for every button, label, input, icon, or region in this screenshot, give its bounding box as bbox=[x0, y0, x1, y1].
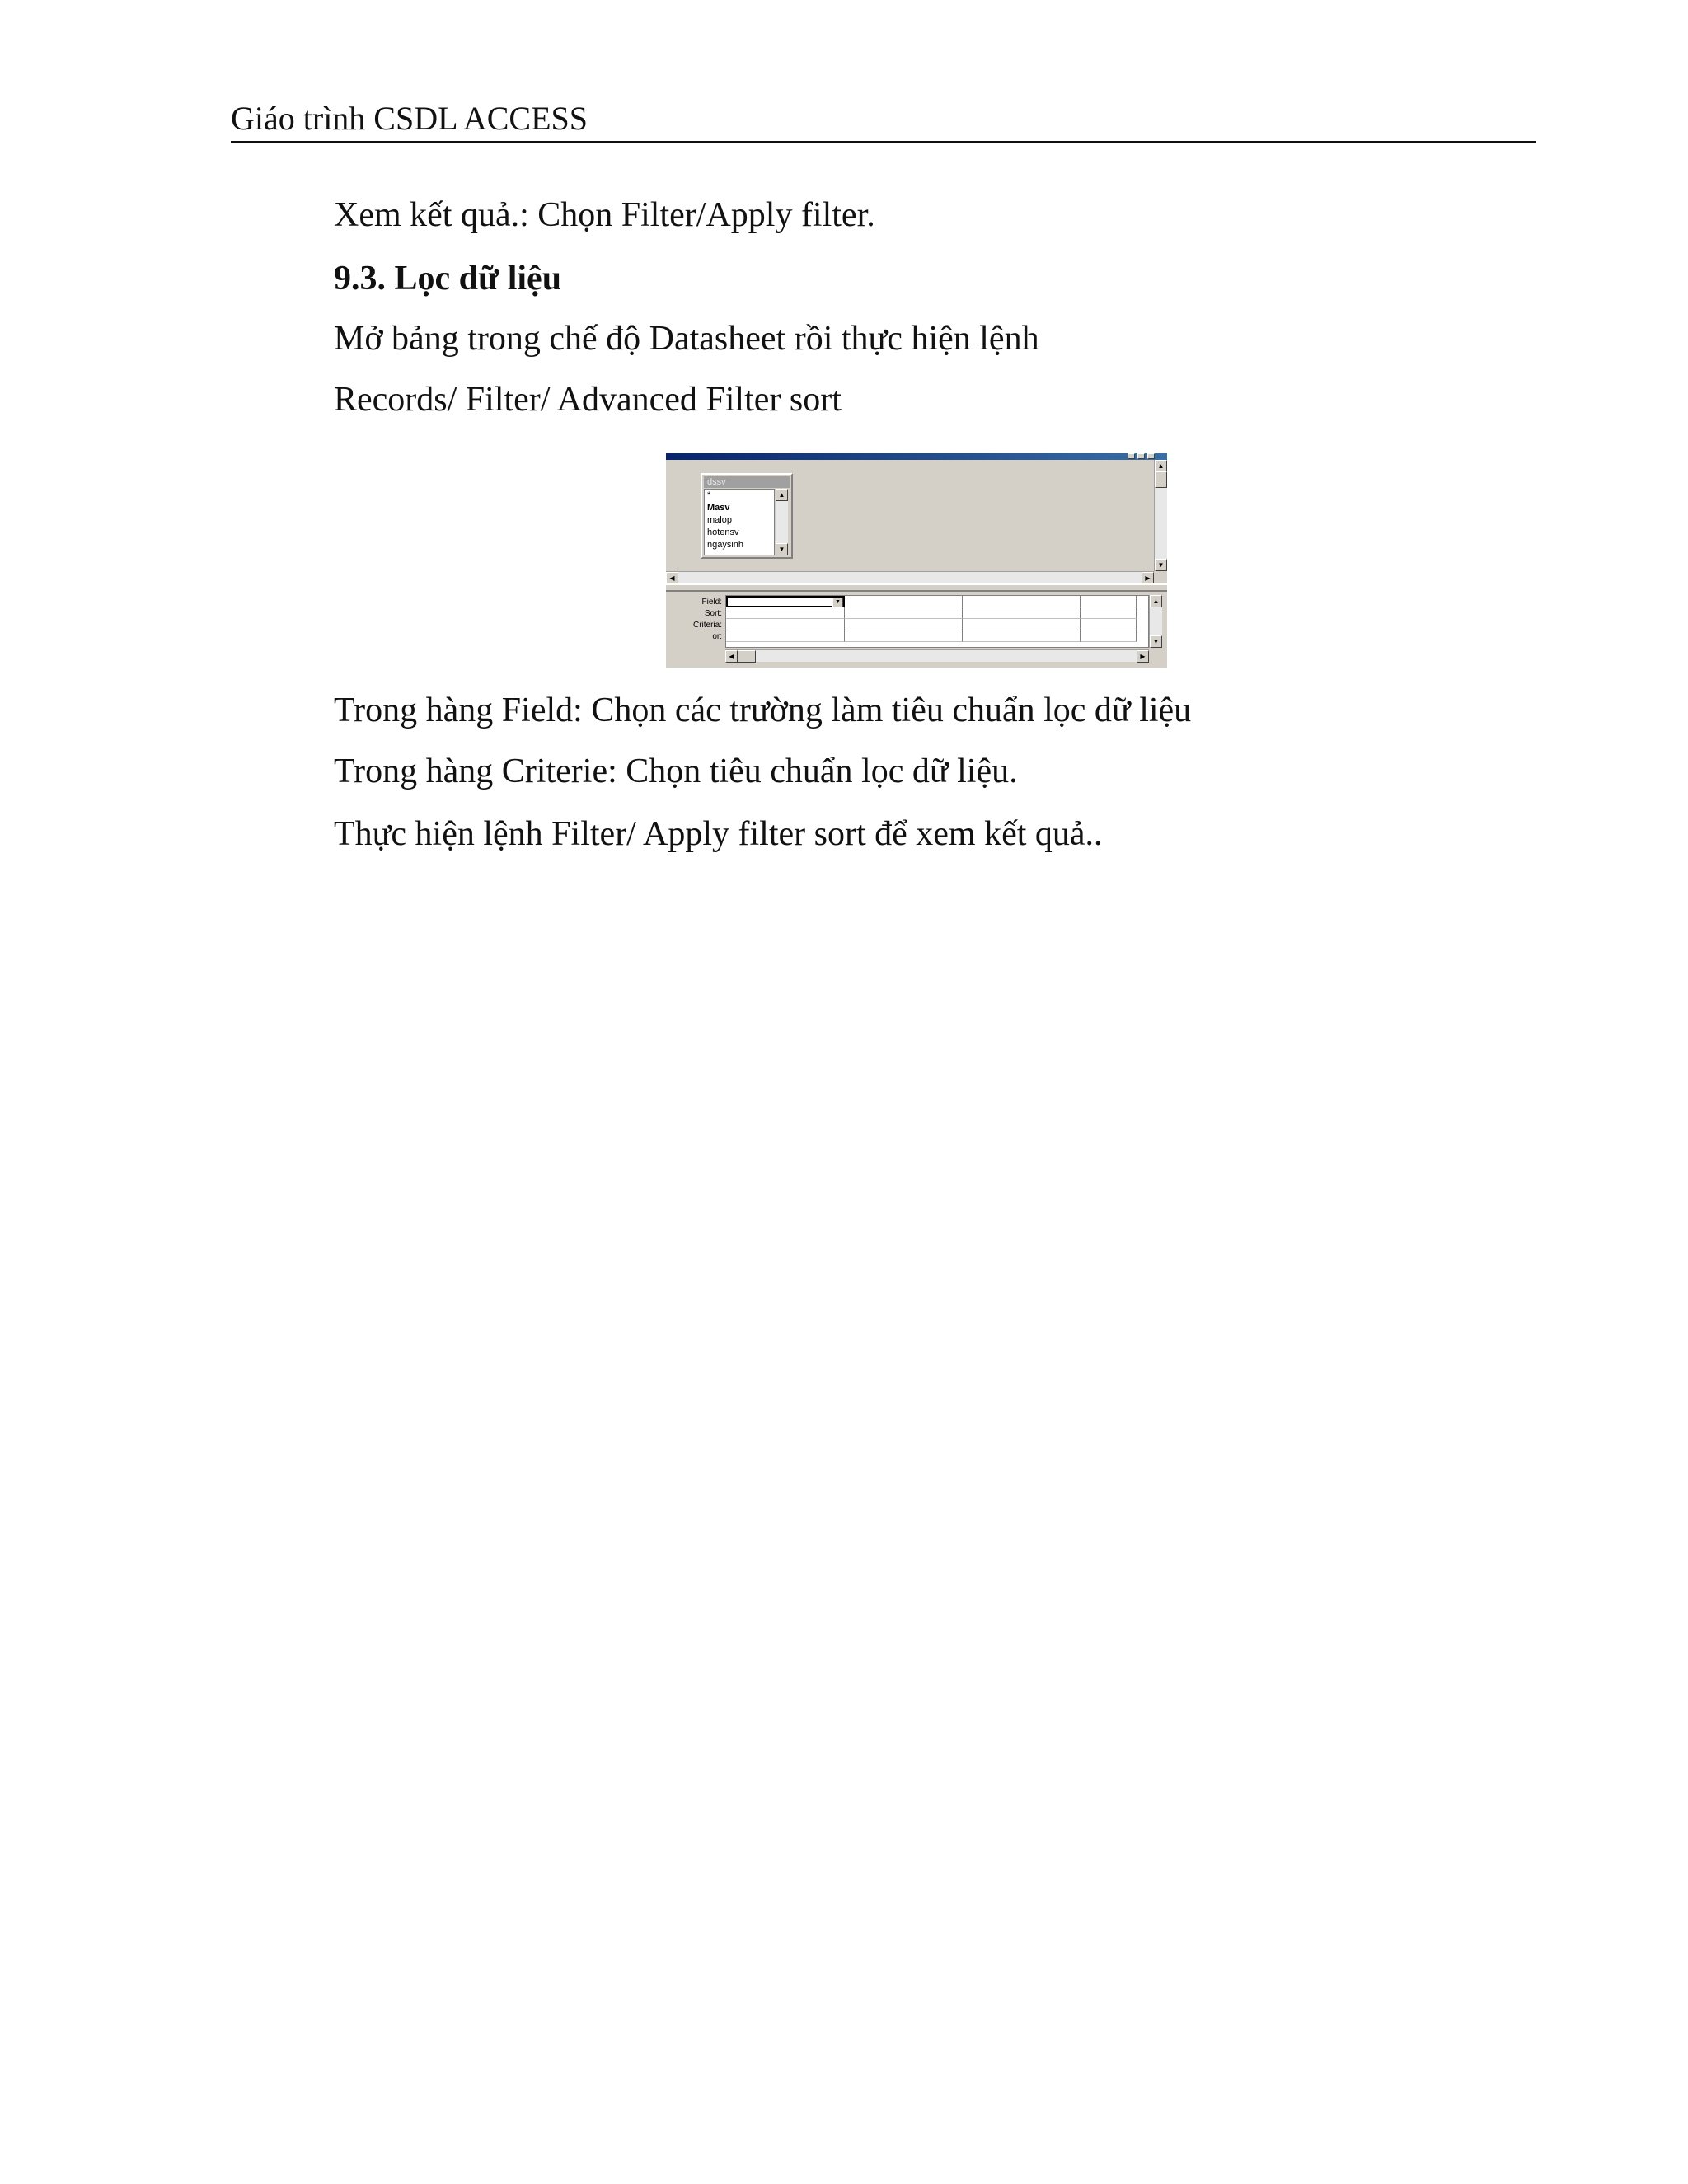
scroll-thumb[interactable] bbox=[1155, 471, 1167, 488]
scroll-down-icon[interactable]: ▼ bbox=[1155, 559, 1167, 571]
field-list-item[interactable]: ngaysinh bbox=[707, 540, 744, 550]
table-pane-vscroll[interactable] bbox=[1154, 460, 1167, 571]
grid-cell[interactable] bbox=[845, 596, 963, 607]
scroll-left-icon[interactable]: ◀ bbox=[666, 572, 678, 584]
scroll-right-icon[interactable]: ▶ bbox=[1142, 572, 1154, 584]
field-list-item[interactable]: * bbox=[707, 490, 711, 500]
row-label-or: or: bbox=[712, 632, 722, 641]
scroll-down-icon[interactable]: ▼ bbox=[1150, 635, 1162, 648]
grid-cell[interactable] bbox=[845, 619, 963, 630]
table-pane-hscroll[interactable] bbox=[666, 571, 1154, 583]
header-rule bbox=[231, 141, 1536, 143]
field-list-box[interactable] bbox=[701, 473, 793, 559]
document-header-title: Giáo trình CSDL ACCESS bbox=[231, 100, 588, 137]
grid-vscroll[interactable] bbox=[1149, 595, 1162, 648]
paragraph-criteria-row: Trong hàng Criterie: Chọn tiêu chuẩn lọc dữ liệu. bbox=[334, 752, 1018, 790]
paragraph-menu-path: Records/ Filter/ Advanced Filter sort bbox=[334, 381, 842, 419]
design-grid-pane bbox=[666, 592, 1167, 668]
field-list-scrollbar[interactable] bbox=[776, 489, 788, 555]
scroll-thumb[interactable] bbox=[738, 650, 756, 663]
scroll-down-icon[interactable]: ▼ bbox=[776, 543, 788, 555]
scroll-up-icon[interactable]: ▲ bbox=[1155, 460, 1167, 472]
scroll-left-icon[interactable]: ◀ bbox=[725, 650, 738, 663]
row-label-sort: Sort: bbox=[704, 609, 722, 618]
field-list-title: dssv bbox=[704, 476, 790, 488]
grid-cell[interactable] bbox=[1081, 619, 1137, 630]
grid-cell[interactable] bbox=[963, 619, 1081, 630]
grid-cell[interactable] bbox=[963, 607, 1081, 619]
chevron-down-icon[interactable]: ▼ bbox=[832, 598, 843, 607]
minimize-icon[interactable] bbox=[1128, 453, 1135, 459]
maximize-icon[interactable] bbox=[1137, 453, 1145, 459]
field-list-item[interactable]: hotensv bbox=[707, 527, 739, 537]
section-heading: 9.3. Lọc dữ liệu bbox=[334, 260, 562, 298]
grid-cell[interactable] bbox=[726, 630, 845, 642]
grid-cell[interactable] bbox=[963, 596, 1081, 607]
design-grid[interactable] bbox=[725, 595, 1149, 648]
paragraph-field-row: Trong hàng Field: Chọn các trường làm tiêu chuẩn lọc dữ liệu bbox=[334, 691, 1192, 729]
row-label-criteria: Criteria: bbox=[692, 621, 722, 630]
grid-cell[interactable] bbox=[726, 619, 845, 630]
grid-cell[interactable] bbox=[1081, 630, 1137, 642]
grid-cell[interactable] bbox=[726, 607, 845, 619]
paragraph-open-table: Mở bảng trong chế độ Datasheet rồi thực hiện lệnh bbox=[334, 320, 1039, 358]
field-list-item[interactable]: malop bbox=[707, 515, 732, 525]
grid-hscroll[interactable] bbox=[725, 649, 1149, 662]
field-list bbox=[704, 489, 775, 555]
grid-cell-field[interactable] bbox=[726, 596, 845, 607]
pane-splitter[interactable] bbox=[666, 583, 1167, 592]
grid-cell[interactable] bbox=[1081, 607, 1137, 619]
scroll-up-icon[interactable]: ▲ bbox=[1150, 595, 1162, 607]
advanced-filter-window bbox=[666, 453, 1167, 668]
grid-cell[interactable] bbox=[845, 630, 963, 642]
grid-cell[interactable] bbox=[845, 607, 963, 619]
paragraph-view-result: Xem kết quả.: Chọn Filter/Apply filter. bbox=[334, 196, 875, 234]
table-pane bbox=[666, 460, 1167, 583]
scroll-right-icon[interactable]: ▶ bbox=[1137, 650, 1149, 663]
grid-row-labels bbox=[666, 597, 722, 643]
field-list-item[interactable]: Masv bbox=[707, 503, 730, 513]
grid-cell[interactable] bbox=[1081, 596, 1137, 607]
scroll-up-icon[interactable]: ▲ bbox=[776, 489, 788, 501]
paragraph-apply-filter: Thực hiện lệnh Filter/ Apply filter sort để xem kết quả.. bbox=[334, 815, 1103, 853]
close-icon[interactable] bbox=[1147, 453, 1155, 459]
row-label-field: Field: bbox=[701, 598, 722, 607]
grid-cell[interactable] bbox=[963, 630, 1081, 642]
window-titlebar bbox=[666, 453, 1167, 460]
